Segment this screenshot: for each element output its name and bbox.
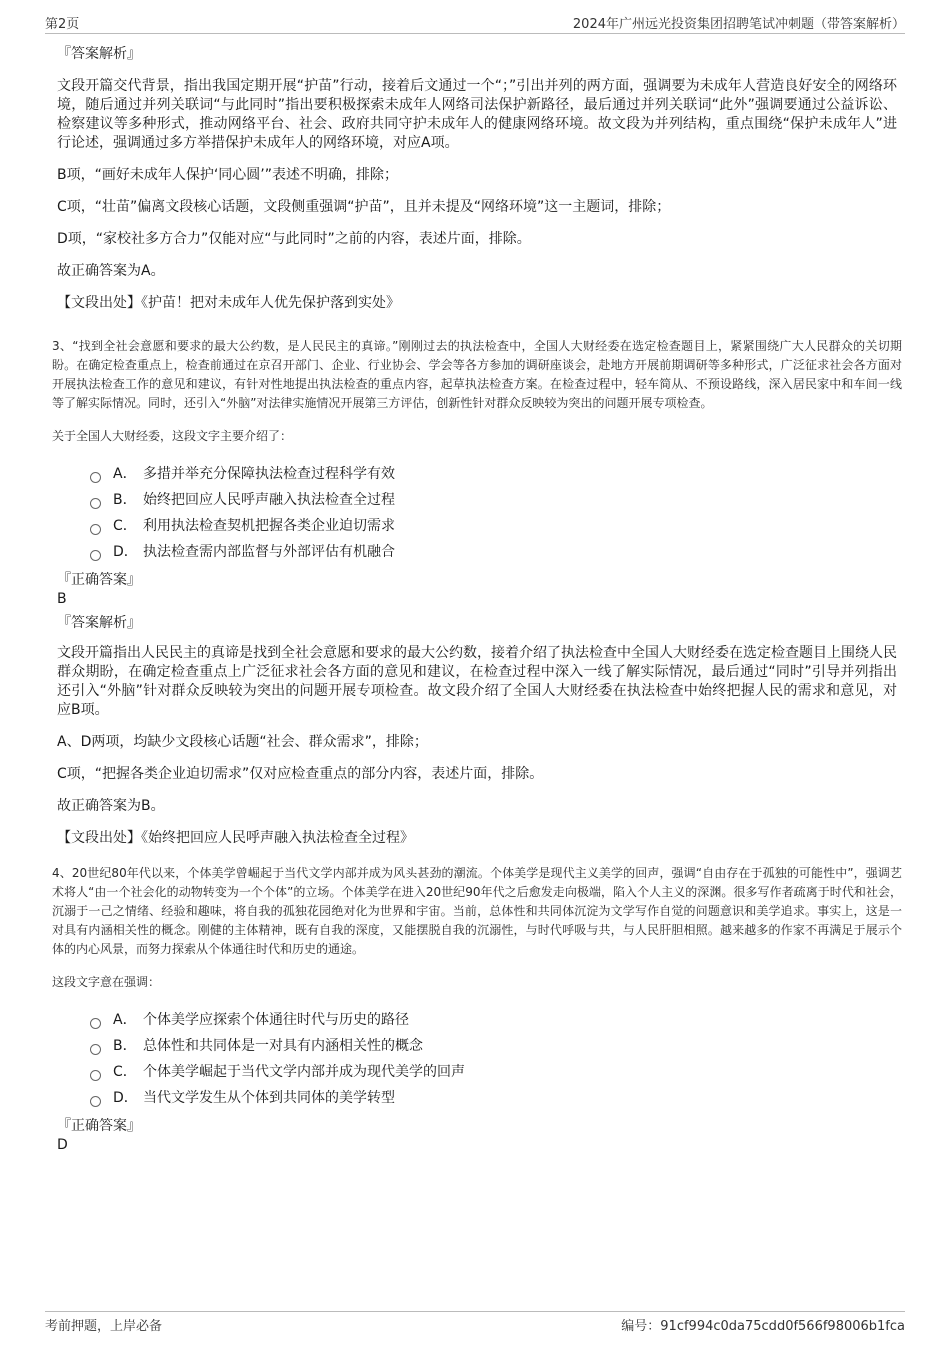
option-b[interactable] [90,487,902,513]
option-letter: A． [113,466,137,482]
question-4 [52,864,902,1111]
conclusion: 故正确答案为A。 [57,263,165,279]
radio-icon[interactable] [90,550,101,561]
footer-slogan: 考前押题，上岸必备 [45,1319,163,1334]
document-title: 2024年广州远光投资集团招聘笔试冲刺题（带答案解析） [572,17,905,32]
option-text: 执法检查需内部监督与外部评估有机融合 [143,544,395,560]
answer-value: D [57,1137,68,1153]
option-letter: B． [113,492,137,508]
answer-label: 『正确答案』 [57,1118,141,1134]
answer-label: 『正确答案』 [57,572,141,588]
page-content [52,45,902,1160]
page-header [45,13,905,34]
question-text: 4、20世纪80年代以来，个体美学曾崛起于当代文学内部并成为风头甚劲的潮流。个体美学是现代主义美学的回声，强调“自由存在于孤独的可能性中”，强调艺术将人“由一个社会化的动物转变为一个个体”的立场。个体美学在进入20世纪90年代之后愈发走向极端，陷入个人主义的深渊。很多写作者疏离于时代和社会，沉溺于一己之情绪、经验和趣味，将自我的孤独花园绝对化为世界和宇宙。当前，总体性和共同体沉淀为文学写作自觉的问题意识和美学追求。事实上，这是一对具有内涵相关性的概念。刚健的主体精神，既有自我的深度，又能摆脱自我的沉溺性，与时代呼吸与共，与人民肝胆相照。越来越多的作家不再满足于展示个体的内心风景，而努力探索从个体通往时代和历史的通途。 [52,866,902,956]
radio-icon[interactable] [90,524,101,535]
radio-icon[interactable] [90,472,101,483]
option-letter: D． [113,1090,138,1106]
option-list [90,461,902,565]
option-c[interactable] [90,513,902,539]
option-list [90,1007,902,1111]
analysis-label: 『答案解析』 [57,46,141,62]
radio-icon[interactable] [90,1070,101,1081]
question-prompt: 关于全国人大财经委，这段文字主要介绍了： [52,429,293,443]
radio-icon[interactable] [90,1018,101,1029]
question-3 [52,337,902,565]
analysis-label: 『答案解析』 [57,615,141,631]
radio-icon[interactable] [90,1044,101,1055]
answer-value: B [57,591,67,607]
radio-icon[interactable] [90,1096,101,1107]
question-4-answer [57,1117,897,1155]
question-text: 3、“找到全社会意愿和要求的最大公约数，是人民民主的真谛。”刚刚过去的执法检查中，全国人大财经委在选定检查题目上，紧紧围绕广大人民群众的关切期盼。在确定检查重点上，检查前通过在京召开部门、企业、行业协会、学会等各方参加的调研座谈会，赴地方开展前期调研等多种形式，广泛征求社会各方面对开展执法检查工作的意见和建议，有针对性地提出执法检查的重点内容，起草执法检查方案。在检查过程中，轻车简从、不预设路线，深入居民家中和车间一线等了解实际情况。同时，还引入“外脑”对法律实施情况开展第三方评估，创新性针对群众反映较为突出的问题开展专项检查。 [52,339,902,410]
question-prompt: 这段文字意在强调： [52,975,161,989]
conclusion: 故正确答案为B。 [57,798,165,814]
option-d[interactable] [90,1085,902,1111]
option-c-note: C项，“壮苗”偏离文段核心话题，文段侧重强调“护苗”，且并未提及“网络环境”这一主题词，排除； [57,199,671,215]
option-a[interactable] [90,461,902,487]
analysis-text: 文段开篇指出人民民主的真谛是找到全社会意愿和要求的最大公约数，接着介绍了执法检查中全国人大财经委在选定检查题目上围绕人民群众期盼，在确定检查重点上广泛征求社会各方面的意见和建议，在检查过程中深入一线了解实际情况，最后通过“同时”引导并列指出还引入“外脑”针对群众反映较为突出的问题开展专项检查。故文段介绍了全国人大财经委在执法检查中始终把握人民的需求和意见，对应B项。 [57,645,897,718]
option-c[interactable] [90,1059,902,1085]
option-b[interactable] [90,1033,902,1059]
document-code: 编号：91cf994c0da75cdd0f566f98006b1fca [621,1319,905,1334]
option-text: 利用执法检查契机把握各类企业迫切需求 [143,518,395,534]
option-letter: C． [113,518,137,534]
analysis-text: 文段开篇交代背景，指出我国定期开展“护苗”行动，接着后文通过一个“；”引出并列的两方面，强调要为未成年人营造良好安全的网络环境，随后通过并列关联词“与此同时”指出要积极探索未成年人网络司法保护新路径，最后通过并列关联词“此外”强调要通过公益诉讼、检察建议等多种形式，推动网络平台、社会、政府共同守护未成年人的健康网络环境。故文段为并列结构，重点围绕“保护未成年人”进行论述，强调通过多方举措保护未成年人的网络环境，对应A项。 [57,78,897,151]
option-a[interactable] [90,1007,902,1033]
question-2-analysis [57,45,897,313]
option-b-note: B项，“画好未成年人保护‘同心圆’”表述不明确，排除； [57,167,399,183]
option-text: 个体美学崛起于当代文学内部并成为现代美学的回声 [143,1064,465,1080]
option-text: 始终把回应人民呼声融入执法检查全过程 [143,492,395,508]
page-number: 第2页 [45,17,80,32]
option-ad-note: A、D两项，均缺少文段核心话题“社会、群众需求”，排除； [57,734,428,750]
option-letter: B． [113,1038,137,1054]
radio-icon[interactable] [90,498,101,509]
option-d-note: D项，“家校社多方合力”仅能对应“与此同时”之前的内容，表述片面，排除。 [57,231,531,247]
option-text: 当代文学发生从个体到共同体的美学转型 [143,1090,395,1106]
question-3-answer [57,571,897,848]
source-note: 【文段出处】《始终把回应人民呼声融入执法检查全过程》 [57,830,414,846]
option-d[interactable] [90,539,902,565]
option-letter: D． [113,544,138,560]
option-c-note: C项，“把握各类企业迫切需求”仅对应检查重点的部分内容，表述片面，排除。 [57,766,544,782]
option-text: 总体性和共同体是一对具有内涵相关性的概念 [143,1038,423,1054]
option-text: 多措并举充分保障执法检查过程科学有效 [143,466,395,482]
page-footer [45,1311,905,1334]
option-text: 个体美学应探索个体通往时代与历史的路径 [143,1012,409,1028]
source-note: 【文段出处】《护苗！把对未成年人优先保护落到实处》 [57,295,400,311]
option-letter: C． [113,1064,137,1080]
option-letter: A． [113,1012,137,1028]
